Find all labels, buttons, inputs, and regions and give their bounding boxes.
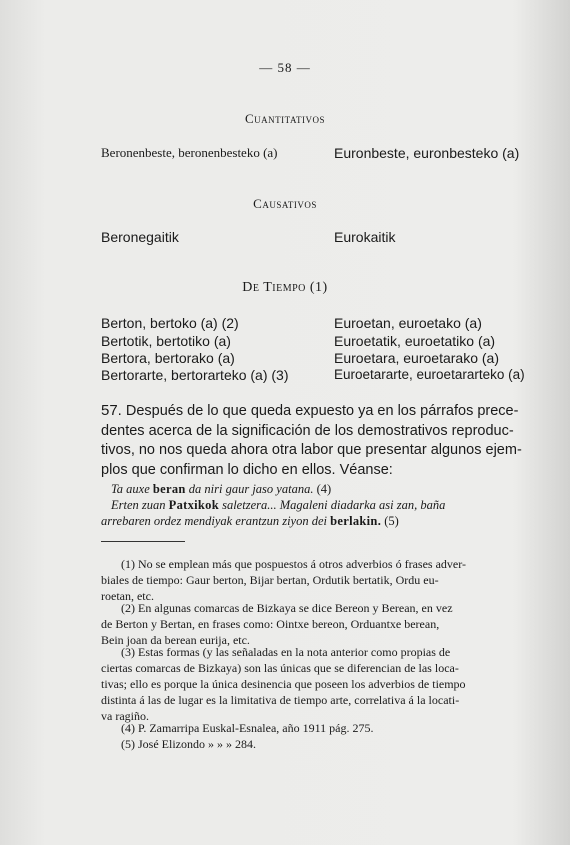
example-1-bold: beran: [152, 482, 186, 496]
example-2: [101, 497, 539, 514]
example-1-text-a: Ta auxe: [111, 482, 153, 496]
example-2-bold: Patxikok: [168, 498, 219, 512]
tiempo-row-4-left: Bertorarte, bertorarteko (a) (3): [101, 367, 289, 383]
footnote-3-line-4: distinta á las de lugar es la limitativa de tiempo arte, correlativa á la locati-: [101, 693, 460, 707]
footnote-3: [101, 644, 529, 724]
tiempo-row-2-left: Bertotik, bertotiko (a): [101, 333, 231, 349]
footnote-1-line-1: (1) No se emplean más que pospuestos á otros adverbios ó frases adver-: [121, 557, 466, 571]
example-2-text-a: Erten zuan: [111, 498, 169, 512]
footnote-3-line-1: (3) Estas formas (y las señaladas en la nota anterior como propias de: [121, 645, 451, 659]
footnote-1-line-2: biales de tiempo: Gaur berton, Bijar bertan, Ordutik bertatik, Ordu eu-: [101, 573, 439, 587]
footnote-2-line-1: (2) En algunas comarcas de Bizkaya se dice Bereon y Berean, en vez: [121, 601, 453, 615]
example-3-bold: berlakin.: [330, 514, 382, 528]
paragraph-line-1-text: Después de lo que queda expuesto ya en los párrafos prece-: [125, 403, 519, 419]
cuantitativos-left: Beronenbeste, beronenbesteko (a): [101, 145, 278, 160]
footnote-5: (5) José Elizondo » » » 284.: [121, 737, 256, 751]
paragraph-line-3: tivos, no nos queda ahora otra labor que presentar algunos ejem-: [101, 442, 522, 458]
tiempo-row-1-right: Euroetan, euroetako (a): [334, 315, 482, 331]
example-3-text-a: arrebaren ordez mendiyak erantzun ziyon dei: [101, 514, 331, 528]
footnote-4: (4) P. Zamarripa Euskal-Esnalea, año 1911 pág. 275.: [121, 721, 374, 735]
example-1: [101, 481, 539, 498]
footnote-divider: [101, 541, 185, 542]
tiempo-row-1-left: Berton, bertoko (a) (2): [101, 315, 239, 331]
paragraph-57: [101, 401, 529, 480]
footnote-2: [101, 600, 529, 648]
paragraph-number: 57.: [101, 402, 122, 419]
paragraph-line-4: plos que confirman lo dicho en ellos. Véanse:: [101, 461, 393, 478]
tiempo-row-3-left: Bertora, bertorako (a): [101, 350, 235, 366]
example-2-text-c: saletzera... Magaleni diadarka asi zan, baña: [218, 498, 446, 512]
example-3-ref: (5): [381, 514, 399, 528]
tiempo-row-3-right: Euroetara, euroetarako (a): [334, 350, 499, 366]
heading-cuantitativos: Cuantitativos: [245, 111, 325, 126]
example-3: [101, 513, 529, 530]
footnote-1: [101, 556, 529, 604]
footnote-2-line-2: de Berton y Bertan, en frases como: Ointxe bereon, Orduantxe berean,: [101, 617, 440, 631]
example-1-ref: (4): [313, 482, 332, 496]
example-1-text-c: da niri gaur jaso yatana.: [185, 482, 314, 496]
footnote-3-line-5: va ragiño.: [101, 709, 149, 723]
heading-de-tiempo: De Tiempo (1): [242, 280, 328, 295]
causativos-right: Eurokaitik: [334, 229, 396, 245]
cuantitativos-right: Euronbeste, euronbesteko (a): [334, 145, 520, 161]
footnote-3-line-3: tivas; ello es porque la única desinencia que poseen los adverbios de tiempo: [101, 677, 466, 691]
footnote-2-line-3: Bein joan da berean eurija, etc.: [101, 633, 250, 647]
causativos-left: Beronegaitik: [101, 229, 179, 245]
paragraph-line-1: [101, 401, 529, 422]
footnote-3-line-2: ciertas comarcas de Bizkaya) son las únicas que se diferencian de las loca-: [101, 661, 459, 675]
tiempo-row-4-right: Euroetararte, euroetararteko (a): [334, 367, 525, 382]
paragraph-line-2: dentes acerca de la significación de los demostrativos reproduc-: [101, 422, 514, 439]
tiempo-row-2-right: Euroetatik, euroetatiko (a): [334, 333, 496, 349]
footnote-1-line-3: roetan, etc.: [101, 589, 154, 603]
page-number: — 58 —: [259, 60, 311, 75]
heading-causativos: Causativos: [253, 196, 317, 211]
